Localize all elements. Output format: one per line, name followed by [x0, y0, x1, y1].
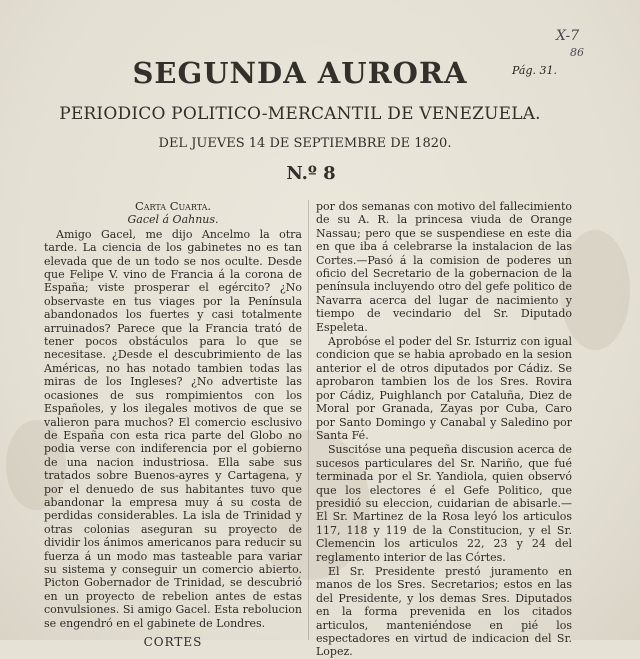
column-divider: [308, 200, 309, 640]
manuscript-note-number: 86: [570, 46, 584, 59]
article-paragraph: por dos semanas con motivo del fallecimiento de su A. R. la princesa viuda de Orange Nassau; pero que se suspendiese en este dia en que iba á celebrarse la instalacion de las Cortes.—Pasó á la comision de poderes un oficio del Secretario de la gobernacion de la península incluyendo otro del gefe politico de Navarra acerca del lugar de nacimiento y tiempo de vecindario del Sr. Diputado Espeleta.: [316, 200, 572, 334]
letter-body: Amigo Gacel, me dijo Ancelmo la otra tarde. La ciencia de los gabinetes no es tan elevada que de un todo se nos oculte. Desde que Felipe V. vino de Francia á la corona de España; viste prosperar el egército? ¿No observaste en tus viages por la Península abandonados los fuertes y casi totalmente arruinados? Parece que la Francia trató de tener pocos obstáculos para lo que se necesitase. ¿Desde el descubrimiento de las Américas, no has notado tambien todas las miras de los Ingleses? ¿No advertiste las ocasiones de sus rompimientos con los Españoles, y los ilegales motivos de que se valieron para muchos? El comercio esclusivo de España con esta rica parte del Globo no podia verse con indiferencia por el gobierno de una nacion industriosa. Ella sabe sus tratados sobre Buenos-ayres y Cartagena, y por el denuedo de sus habitantes tuvo que abandonar la empresa muy á su costa de perdidas considerables. La isla de Trinidad y otras colonias aseguran su proyecto de dividir los ánimos americanos para reducir su fuerza á un modo mas tasteable para variar su sistema y conseguir un comercio abierto. Picton Gobernador de Trinidad, se descubrió en un proyecto de rebelion antes de estas convulsiones. Si amigo Gacel. Esta rebolucion se engendró en el gabinete de Londres.: [44, 227, 302, 630]
masthead-title: SEGUNDA AURORA: [132, 56, 468, 90]
article-paragraph: Suscitóse una pequeña discusion acerca de sucesos particulares del Sr. Nariño, que fué terminada por el Sr. Yandiola, quien observó que los electores é el Gefe Politico, que presidió su eleccion, cuidarian de abisarle.—El Sr. Martinez de la Rosa leyó los articulos 117, 118 y 119 de la Constitucion, y el Sr. Clemencin los articulos 22, 23 y 24 del reglamento interior de las Córtes.: [316, 443, 572, 564]
issue-dateline: DEL JUEVES 14 DE SEPTIEMBRE DE 1820.: [158, 136, 452, 151]
letter-heading: Carta Cuarta.: [134, 199, 212, 213]
page-number: Pág. 31.: [512, 64, 557, 77]
letter-addressee: Gacel á Oahnus.: [127, 213, 219, 227]
article-paragraph: Aprobóse el poder del Sr. Isturriz con igual condicion que se habia aprobado en la sesion anterior el de otros diputados por Cádiz. Se aprobaron tambien los de los Sres. Rovira por Cádiz, Puighlanch por Cataluña, Diez de Moral por Granada, Zayas por Cuba, Caro por Santo Domingo y Canabal y Saledino por Santa Fé.: [316, 335, 572, 442]
article-paragraph: El Sr. Presidente prestó juramento en manos de los Sres. Secretarios; estos en las del Presidente, y los demas Sres. Diputados en la forma prevenida en los citados articulos, manteniéndose en pié los espectadores en virtud de indicacion del Sr. Lopez.: [316, 564, 572, 659]
left-column: [44, 199, 302, 649]
masthead-subtitle: PERIODICO POLITICO-MERCANTIL DE VENEZUELA.: [59, 104, 541, 124]
right-column: [316, 200, 572, 659]
issue-number: N.º 8: [286, 163, 336, 184]
manuscript-note: X-7: [556, 28, 580, 44]
section-heading-cortes: CORTES: [143, 635, 203, 649]
